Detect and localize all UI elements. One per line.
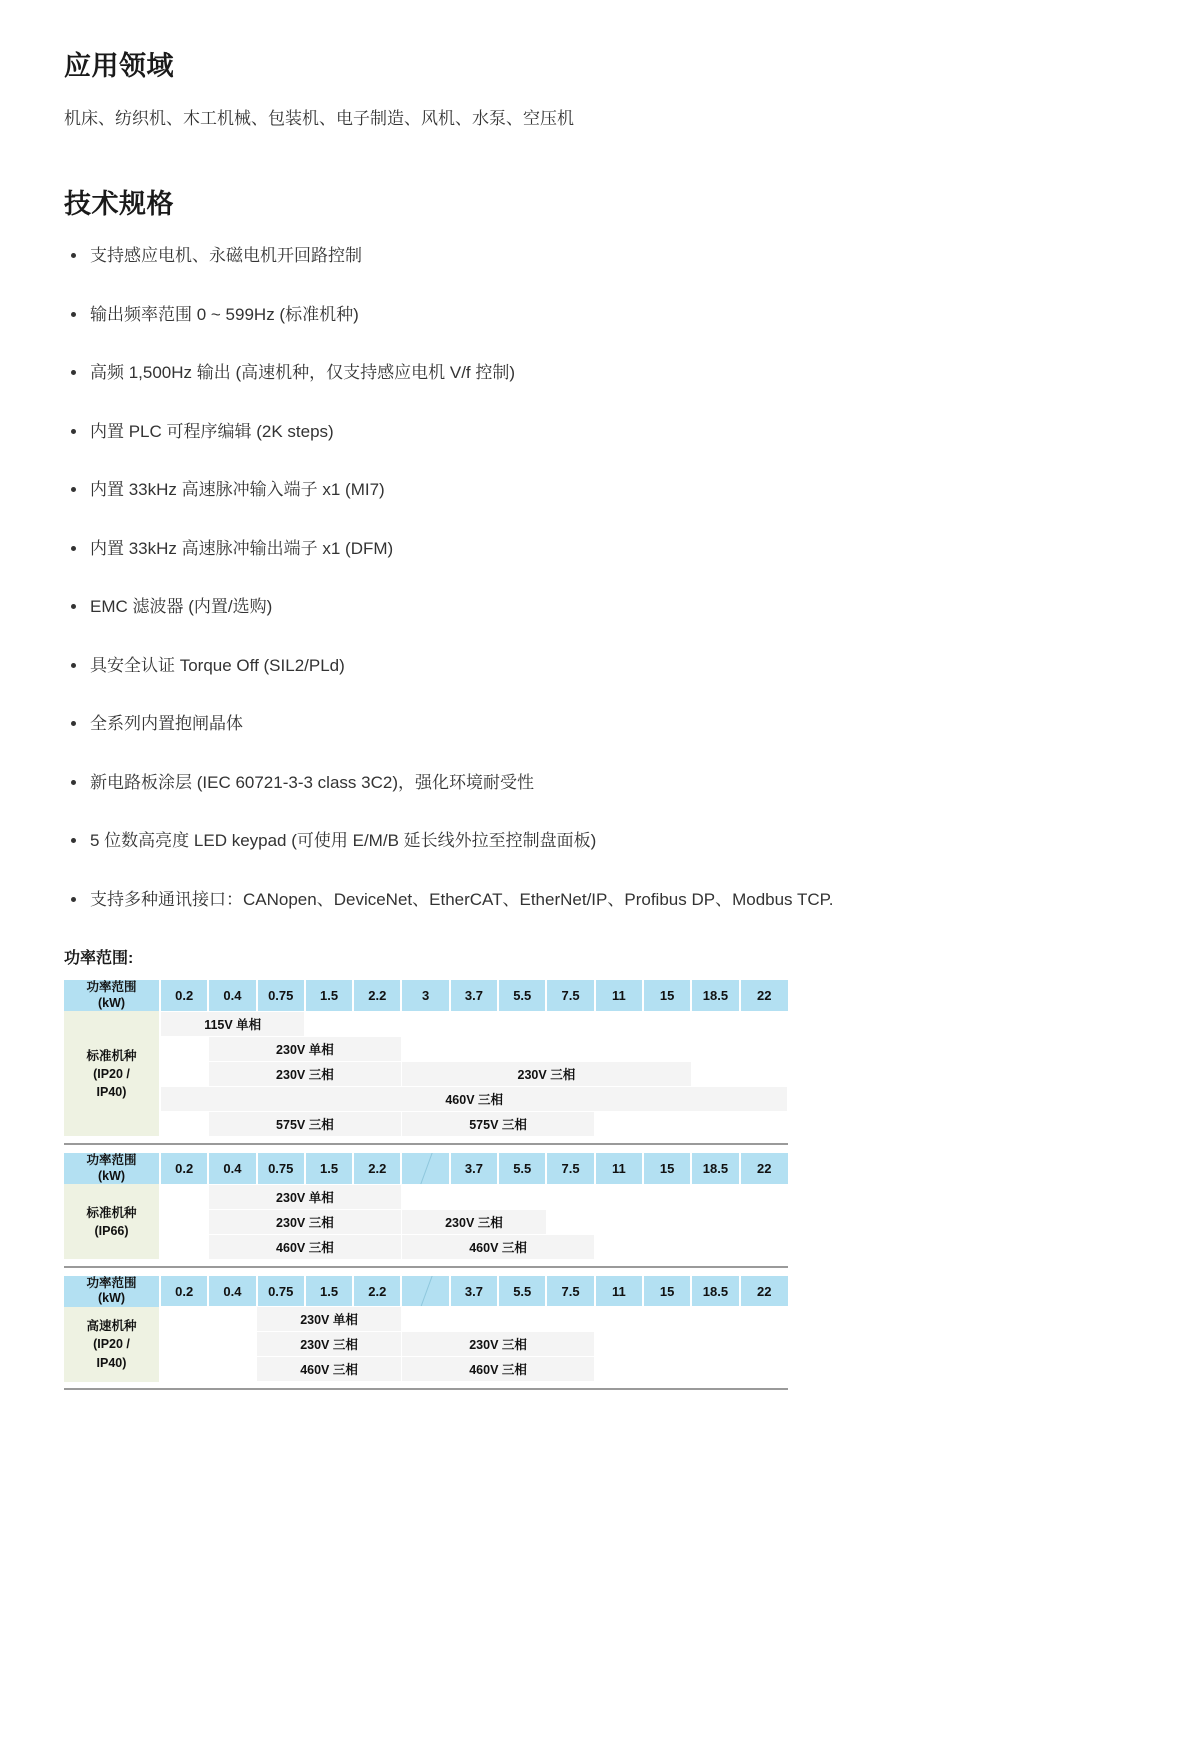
- header-cell-kw: 18.5: [691, 980, 739, 1011]
- list-item: EMC 滤波器 (内置/选购): [64, 594, 1128, 620]
- table-cell-empty: [691, 1307, 739, 1332]
- header-cell-kw: 0.2: [160, 1153, 208, 1184]
- header-cell-kw: 5.5: [498, 1153, 546, 1184]
- table-cell-empty: [643, 1011, 691, 1036]
- table-cell-empty: [740, 1307, 788, 1332]
- header-cell-kw: 15: [643, 980, 691, 1011]
- header-cell-kw: 7.5: [546, 1276, 594, 1307]
- table-cell-empty: [401, 1011, 449, 1036]
- table-cell-empty: [595, 1209, 643, 1234]
- table-cell-empty: [546, 1307, 594, 1332]
- header-label-line2: (kW): [97, 1168, 126, 1183]
- header-cell-kw: 1.5: [305, 1153, 353, 1184]
- voltage-range-bar: 460V 三相: [401, 1234, 594, 1259]
- header-label-line2: (kW): [97, 995, 126, 1010]
- header-cell-kw: 0.75: [257, 1153, 305, 1184]
- header-cell-kw: 11: [595, 1276, 643, 1307]
- table-row: [64, 1234, 788, 1259]
- table-cell-empty: [595, 1036, 643, 1061]
- header-cell-kw: 0.4: [208, 1276, 256, 1307]
- table-cell-empty: [160, 1184, 208, 1209]
- table-row: [64, 1086, 788, 1111]
- table-cell-empty: [643, 1209, 691, 1234]
- table-cell-empty: [450, 1184, 498, 1209]
- header-power-range-label: [64, 980, 160, 1011]
- table-cell-empty: [498, 1011, 546, 1036]
- power-range-table: [64, 1276, 788, 1383]
- voltage-range-bar: 230V 单相: [208, 1184, 401, 1209]
- row-group-label-line: 标准机种: [86, 1048, 137, 1063]
- voltage-range-bar: 230V 三相: [208, 1061, 401, 1086]
- table-cell-empty: [546, 1011, 594, 1036]
- header-cell-kw: 0.4: [208, 980, 256, 1011]
- row-group-label-line: 标准机种: [86, 1205, 137, 1220]
- table-row: [64, 1111, 788, 1136]
- power-range-block: [64, 1153, 788, 1260]
- header-cell-kw: 22: [740, 1276, 788, 1307]
- table-cell-empty: [305, 1011, 353, 1036]
- table-cell-empty: [595, 1111, 643, 1136]
- table-cell-empty: [595, 1357, 643, 1382]
- table-cell-empty: [740, 1036, 788, 1061]
- table-row: [64, 1307, 788, 1332]
- table-cell-empty: [160, 1307, 208, 1332]
- table-cell-empty: [401, 1307, 449, 1332]
- list-item: 支持感应电机、永磁电机开回路控制: [64, 243, 1128, 269]
- header-cell-kw: 0.75: [257, 1276, 305, 1307]
- header-cell-kw: 11: [595, 980, 643, 1011]
- table-cell-empty: [643, 1036, 691, 1061]
- row-group-label-line: IP40): [96, 1355, 127, 1370]
- table-cell-empty: [740, 1209, 788, 1234]
- row-group-label: [64, 1184, 160, 1259]
- header-cell-kw: 5.5: [498, 980, 546, 1011]
- table-cell-empty: [353, 1011, 401, 1036]
- table-cell-empty: [643, 1234, 691, 1259]
- voltage-range-bar: 460V 三相: [257, 1357, 402, 1382]
- header-label-line2: (kW): [97, 1291, 126, 1306]
- power-range-table: [64, 1153, 788, 1260]
- table-cell-empty: [498, 1184, 546, 1209]
- table-cell-empty: [740, 1011, 788, 1036]
- table-cell-empty: [546, 1036, 594, 1061]
- table-cell-empty: [498, 1036, 546, 1061]
- table-row: [64, 1184, 788, 1209]
- list-item: 新电路板涂层 (IEC 60721-3-3 class 3C2)，强化环境耐受性: [64, 770, 1128, 796]
- list-item: 全系列内置抱闸晶体: [64, 711, 1128, 737]
- header-cell-kw: 7.5: [546, 980, 594, 1011]
- power-range-tables: [64, 980, 1128, 1390]
- table-cell-empty: [160, 1234, 208, 1259]
- row-group-label-line: (IP20 /: [93, 1066, 130, 1081]
- power-table-caption: 功率范围:: [64, 950, 134, 968]
- voltage-range-bar: 460V 三相: [160, 1086, 788, 1111]
- table-divider: [64, 1266, 788, 1268]
- row-group-label-line: IP40): [96, 1085, 127, 1099]
- table-cell-empty: [643, 1332, 691, 1357]
- table-row: [64, 1011, 788, 1036]
- table-row: [64, 1332, 788, 1357]
- table-cell-empty: [691, 1036, 739, 1061]
- application-text: 机床、纺织机、木工机械、包装机、电子制造、风机、水泵、空压机: [64, 109, 574, 128]
- header-cell-kw: 3.7: [450, 1153, 498, 1184]
- row-group-label: [64, 1307, 160, 1382]
- list-item: 内置 PLC 可程序编辑 (2K steps): [64, 419, 1128, 445]
- list-item: 内置 33kHz 高速脉冲输出端子 x1 (DFM): [64, 536, 1128, 562]
- table-cell-empty: [208, 1307, 256, 1332]
- table-cell-empty: [208, 1332, 256, 1357]
- header-cell-kw: 15: [643, 1276, 691, 1307]
- table-cell-empty: [643, 1307, 691, 1332]
- voltage-range-bar: 230V 三相: [257, 1332, 402, 1357]
- header-cell-kw: 3: [401, 980, 449, 1011]
- table-cell-empty: [691, 1332, 739, 1357]
- header-label-line1: 功率范围: [86, 1275, 137, 1290]
- table-cell-empty: [208, 1357, 256, 1382]
- table-cell-empty: [546, 1184, 594, 1209]
- table-header-row: [64, 1276, 788, 1307]
- table-cell-empty: [498, 1307, 546, 1332]
- header-cell-kw: 18.5: [691, 1153, 739, 1184]
- table-cell-empty: [595, 1332, 643, 1357]
- header-power-range-label: [64, 1276, 160, 1307]
- header-power-range-label: [64, 1153, 160, 1184]
- voltage-range-bar: 230V 三相: [401, 1332, 594, 1357]
- table-cell-empty: [595, 1184, 643, 1209]
- table-divider: [64, 1143, 788, 1145]
- header-cell-kw: 0.75: [257, 980, 305, 1011]
- table-cell-empty: [691, 1209, 739, 1234]
- header-cell-kw: 3.7: [450, 1276, 498, 1307]
- table-row: [64, 1036, 788, 1061]
- list-item: 高频 1,500Hz 输出 (高速机种，仅支持感应电机 V/f 控制): [64, 360, 1128, 386]
- table-cell-empty: [740, 1184, 788, 1209]
- list-item: 具安全认证 Torque Off (SIL2/PLd): [64, 653, 1128, 679]
- table-cell-empty: [450, 1011, 498, 1036]
- table-cell-empty: [160, 1332, 208, 1357]
- header-cell-blank: [401, 1153, 449, 1184]
- list-item: 支持多种通讯接口：CANopen、DeviceNet、EtherCAT、EtherNet/IP、Profibus DP、Modbus TCP.: [64, 887, 1128, 913]
- table-cell-empty: [740, 1111, 788, 1136]
- table-row: [64, 1061, 788, 1086]
- table-row: [64, 1209, 788, 1234]
- power-range-table: [64, 980, 788, 1137]
- voltage-range-bar: 230V 单相: [208, 1036, 401, 1061]
- header-cell-kw: 3.7: [450, 980, 498, 1011]
- list-item: 内置 33kHz 高速脉冲输入端子 x1 (MI7): [64, 477, 1128, 503]
- table-header-row: [64, 1153, 788, 1184]
- table-cell-empty: [643, 1184, 691, 1209]
- table-cell-empty: [160, 1357, 208, 1382]
- voltage-range-bar: 460V 三相: [401, 1357, 594, 1382]
- header-cell-kw: 18.5: [691, 1276, 739, 1307]
- page-title-specs: 技术规格: [64, 189, 174, 220]
- header-cell-kw: 0.4: [208, 1153, 256, 1184]
- table-cell-empty: [691, 1357, 739, 1382]
- table-row: [64, 1357, 788, 1382]
- table-cell-empty: [595, 1011, 643, 1036]
- table-cell-empty: [160, 1036, 208, 1061]
- header-cell-kw: 1.5: [305, 1276, 353, 1307]
- table-cell-empty: [691, 1061, 739, 1086]
- row-group-label-line: (IP66): [94, 1223, 129, 1238]
- table-cell-empty: [691, 1111, 739, 1136]
- table-divider: [64, 1388, 788, 1390]
- header-cell-blank: [401, 1276, 449, 1307]
- list-item: 输出频率范围 0 ~ 599Hz (标准机种): [64, 302, 1128, 328]
- table-cell-empty: [740, 1061, 788, 1086]
- table-cell-empty: [160, 1209, 208, 1234]
- page-title-application: 应用领域: [64, 51, 174, 81]
- table-cell-empty: [595, 1234, 643, 1259]
- header-cell-kw: 2.2: [353, 1153, 401, 1184]
- table-header-row: [64, 980, 788, 1011]
- table-cell-empty: [450, 1307, 498, 1332]
- table-cell-empty: [691, 1011, 739, 1036]
- voltage-range-bar: 460V 三相: [208, 1234, 401, 1259]
- table-cell-empty: [740, 1332, 788, 1357]
- voltage-range-bar: 230V 三相: [401, 1209, 546, 1234]
- table-cell-empty: [691, 1184, 739, 1209]
- header-cell-kw: 15: [643, 1153, 691, 1184]
- table-cell-empty: [401, 1036, 449, 1061]
- table-cell-empty: [595, 1307, 643, 1332]
- table-cell-empty: [643, 1357, 691, 1382]
- table-cell-empty: [401, 1184, 449, 1209]
- header-label-line1: 功率范围: [86, 1152, 137, 1167]
- row-group-label-line: (IP20 /: [93, 1337, 130, 1352]
- header-cell-kw: 7.5: [546, 1153, 594, 1184]
- header-cell-kw: 0.2: [160, 980, 208, 1011]
- voltage-range-bar: 230V 单相: [257, 1307, 402, 1332]
- spec-list: [64, 243, 1128, 912]
- power-range-block: [64, 980, 788, 1137]
- header-cell-kw: 22: [740, 1153, 788, 1184]
- header-cell-kw: 11: [595, 1153, 643, 1184]
- voltage-range-bar: 115V 单相: [160, 1011, 305, 1036]
- list-item: 5 位数高亮度 LED keypad (可使用 E/M/B 延长线外拉至控制盘面板): [64, 828, 1128, 854]
- table-cell-empty: [450, 1036, 498, 1061]
- voltage-range-bar: 230V 三相: [401, 1061, 691, 1086]
- voltage-range-bar: 230V 三相: [208, 1209, 401, 1234]
- table-cell-empty: [160, 1111, 208, 1136]
- row-group-label-line: 高速机种: [86, 1319, 137, 1334]
- voltage-range-bar: 575V 三相: [208, 1111, 401, 1136]
- power-range-block: [64, 1276, 788, 1383]
- header-cell-kw: 0.2: [160, 1276, 208, 1307]
- table-cell-empty: [643, 1111, 691, 1136]
- table-cell-empty: [740, 1357, 788, 1382]
- header-label-line1: 功率范围: [86, 980, 137, 995]
- table-cell-empty: [740, 1234, 788, 1259]
- header-cell-kw: 2.2: [353, 1276, 401, 1307]
- header-cell-kw: 2.2: [353, 980, 401, 1011]
- table-cell-empty: [160, 1061, 208, 1086]
- header-cell-kw: 5.5: [498, 1276, 546, 1307]
- header-cell-kw: 22: [740, 980, 788, 1011]
- voltage-range-bar: 575V 三相: [401, 1111, 594, 1136]
- table-cell-empty: [546, 1209, 594, 1234]
- header-cell-kw: 1.5: [305, 980, 353, 1011]
- table-cell-empty: [691, 1234, 739, 1259]
- row-group-label: [64, 1011, 160, 1136]
